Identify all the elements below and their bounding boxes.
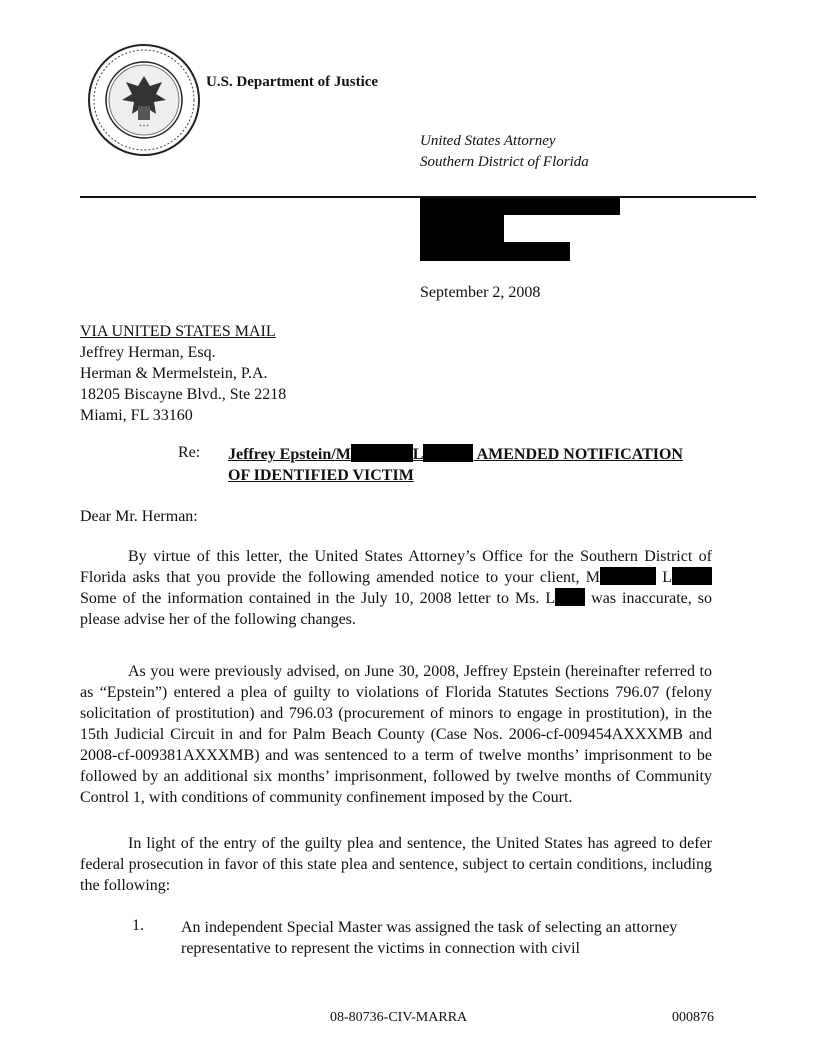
footer-case-number: 08-80736-CIV-MARRA <box>330 1010 468 1025</box>
list-item-number: 1. <box>132 917 144 934</box>
paragraph-2 <box>80 661 712 808</box>
delivery-method: VIA UNITED STATES MAIL <box>80 323 276 340</box>
redaction-block <box>672 567 712 585</box>
office-block <box>420 131 589 173</box>
redaction-block <box>555 588 585 606</box>
redaction-block <box>420 242 570 261</box>
letter-date: September 2, 2008 <box>420 284 541 301</box>
paragraph-1-a: By virtue of this letter, the United States Attorney’s Office for the Southern District of Florida asks that you provide the following amended notice to your client, M <box>80 548 712 586</box>
paragraph-2-text: As you were previously advised, on June 30, 2008, Jeffrey Epstein (hereinafter referred to as “Epstein”) entered a plea of guilty to violations of Florida Statutes Sections 796.07 (felony solicitation of prostitution) and 796.03 (procurement of minors to engage in prostitution), in the 15th Judicial Circuit in and for Palm Beach County (Case Nos. 2006-cf-009454AXXXMB and 2008-cf-009381AXXXMB) and was sentenced to a term of twelve months’ imprisonment to be followed by an additional six months’ imprisonment, followed by twelve months of Community Control 1, with conditions of community confinement imposed by the Court. <box>80 663 712 806</box>
doj-seal-icon <box>86 42 202 158</box>
paragraph-1-d: was inaccurate, so please advise her of the following changes. <box>80 590 712 628</box>
svg-text:* * *: * * * <box>139 125 149 130</box>
recipient-firm: Herman & Mermelstein, P.A. <box>80 365 268 382</box>
salutation: Dear Mr. Herman: <box>80 508 198 525</box>
redaction-block <box>420 198 620 215</box>
paragraph-3-text: In light of the entry of the guilty plea and sentence, the United States has agreed to defer federal prosecution in favor of this state plea and sentence, subject to certain conditions, including the following: <box>80 835 712 894</box>
re-subject-part-2: L <box>412 446 424 463</box>
office-line-1: United States Attorney <box>420 133 556 149</box>
paragraph-1-b: L <box>662 569 672 586</box>
paragraph-3 <box>80 833 712 896</box>
letterhead-divider <box>80 196 756 198</box>
re-subject-part-3: AMENDED NOTIFICATION <box>476 446 683 463</box>
redaction-block <box>420 215 504 242</box>
redaction-block <box>600 567 656 585</box>
re-label: Re: <box>178 444 201 461</box>
re-subject-part-4: OF IDENTIFIED VICTIM <box>228 467 414 484</box>
redaction-block <box>351 444 413 462</box>
department-name: U.S. Department of Justice <box>206 74 379 90</box>
re-subject <box>228 444 708 486</box>
paragraph-1-c: Some of the information contained in the July 10, 2008 letter to Ms. L <box>80 590 556 607</box>
recipient-city: Miami, FL 33160 <box>80 407 193 424</box>
redaction-block <box>423 444 473 462</box>
paragraph-1 <box>80 546 712 630</box>
recipient-name: Jeffrey Herman, Esq. <box>80 344 216 361</box>
office-line-2: Southern District of Florida <box>420 154 589 170</box>
re-subject-part-1: Jeffrey Epstein/M <box>228 446 351 463</box>
list-item-text: An independent Special Master was assigned the task of selecting an attorney representative to represent the victims in connection with civil <box>181 919 678 957</box>
recipient-street: 18205 Biscayne Blvd., Ste 2218 <box>80 386 287 403</box>
footer-bates-number: 000876 <box>672 1010 714 1025</box>
recipient-address <box>80 321 286 426</box>
